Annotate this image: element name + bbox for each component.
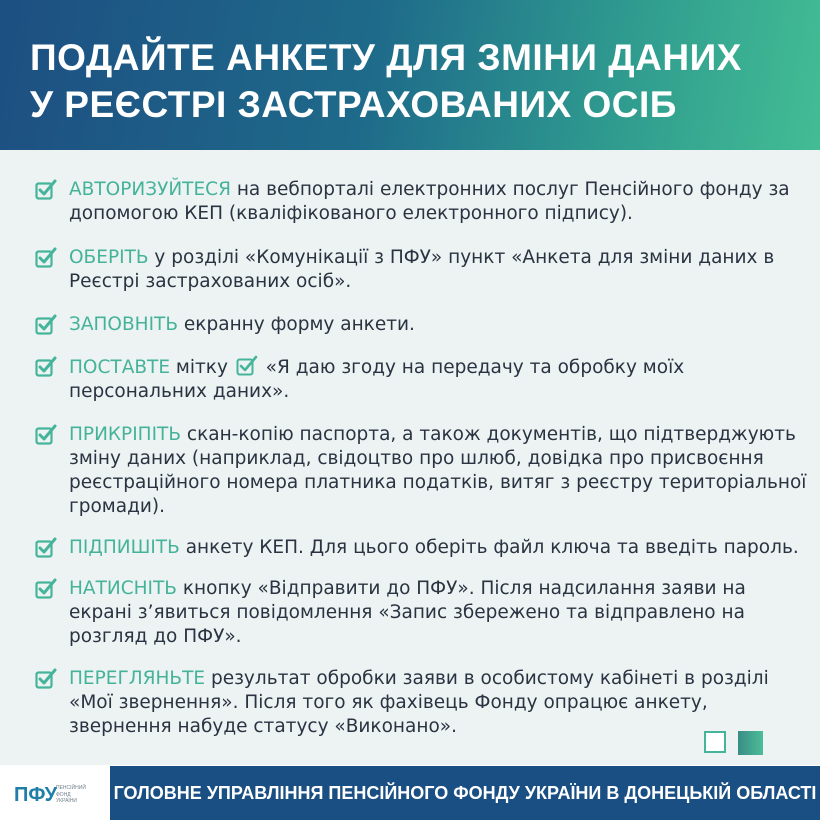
outline-square <box>704 731 726 753</box>
title-line-2: У РЕЄСТРІ ЗАСТРАХОВАНИХ ОСІБ <box>30 84 677 125</box>
checkbox-icon <box>35 247 57 269</box>
logo-mark: ПФУ <box>14 784 58 806</box>
step-keyword: ПРИКРІПІТЬ <box>69 424 182 445</box>
step-description-before: мітку <box>170 357 234 378</box>
step-keyword: ОБЕРІТЬ <box>69 247 149 268</box>
step-text <box>69 246 809 294</box>
step-description: екранну форму анкети. <box>178 314 415 335</box>
step-keyword: НАТИСНІТЬ <box>69 578 177 599</box>
step-description-after: «Я даю згоду на передачу та обробку моїх персональних даних». <box>69 357 685 402</box>
step-text <box>69 178 809 226</box>
checkbox-icon <box>35 668 57 690</box>
checkbox-icon <box>35 314 57 336</box>
step-text <box>69 536 809 560</box>
title-line-1: ПОДАЙТЕ АНКЕТУ ДЛЯ ЗМІНИ ДАНИХ <box>30 37 742 78</box>
checkbox-icon <box>35 578 57 600</box>
checkbox-icon <box>35 356 57 378</box>
step-description: на вебпорталі електронних послуг Пенсійного фонду за допомогою КЕП (кваліфікованого електронного підпису). <box>69 179 790 224</box>
header-banner <box>0 0 820 150</box>
step-keyword: АВТОРИЗУЙТЕСЯ <box>69 179 231 200</box>
page-title <box>30 34 790 128</box>
step-text <box>69 313 809 337</box>
footer-bar <box>110 766 820 820</box>
step-keyword: ПІДПИШІТЬ <box>69 537 180 558</box>
checkbox-icon <box>35 537 57 559</box>
checkbox-icon <box>35 424 57 446</box>
step-description: результат обробки заяви в особистому кабінеті в розділі «Мої звернення». Після того як фахівець Фонду опрацює анкету, звернення набуде статусу «Виконано». <box>69 668 769 737</box>
checkbox-icon <box>236 355 258 377</box>
logo-line-2: ФОНД <box>56 791 71 798</box>
step-text <box>69 667 809 739</box>
logo-icon <box>14 782 104 808</box>
step-keyword: ПОСТАВТЕ <box>69 357 171 378</box>
filled-square <box>738 731 763 755</box>
step-text <box>69 355 809 404</box>
logo-subtitle <box>56 785 106 805</box>
checkbox-icon <box>35 179 57 201</box>
step-keyword: ПЕРЕГЛЯНЬТЕ <box>69 668 206 689</box>
logo-line-1: ПЕНСІЙНИЙ <box>56 785 86 791</box>
step-keyword: ЗАПОВНІТЬ <box>69 314 179 335</box>
step-text <box>69 423 809 519</box>
step-description: у розділі «Комунікації з ПФУ» пункт «Анкета для зміни даних в Реєстрі застрахованих осіб». <box>69 247 775 292</box>
organization-name: ГОЛОВНЕ УПРАВЛІННЯ ПЕНСІЙНОГО ФОНДУ УКРАЇНИ В ДОНЕЦЬКІЙ ОБЛАСТІ <box>113 782 817 803</box>
logo-line-3: УКРАЇНИ <box>56 798 78 804</box>
step-description: анкету КЕП. Для цього оберіть файл ключа та введіть пароль. <box>179 537 799 558</box>
step-text <box>69 577 809 649</box>
step-description: кнопку «Відправити до ПФУ». Після надсилання заяви на екрані з’явиться повідомлення «Запис збережено та відправлено на розгляд до ПФУ». <box>69 578 746 647</box>
step-description: скан-копію паспорта, а також документів, що підтверджують зміну даних (наприклад, свідоцтво про шлюб, довідка про присвоєння реєстраційного номера платника податків, витяг з реєстру територіальної громади). <box>69 424 807 517</box>
